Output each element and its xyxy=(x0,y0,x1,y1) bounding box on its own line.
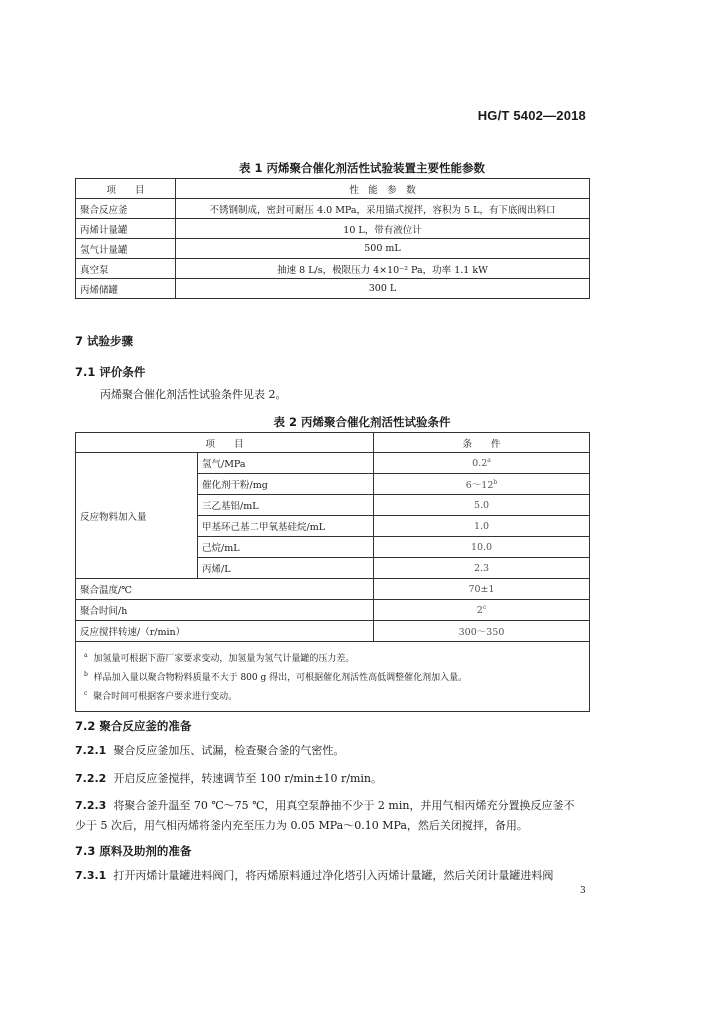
table2-note: $^c$ 聚合时间可根据客户要求进行变动。 xyxy=(84,690,238,702)
table2-value: 6～12$^b$ xyxy=(374,474,590,495)
table2-note: $^b$ 样品加入量以聚合物粉料质量不大于 800 g 得出，可根据催化剂活性高低调整催化剂加入量。 xyxy=(84,671,468,683)
table1-caption: 表 1 丙烯聚合催化剂活性试验装置主要性能参数 xyxy=(238,161,485,175)
clause-7-2-3-cont: 少于 5 次后，用气相丙烯将釜内充至压力为 0.05 MPa～0.10 MPa，然后关闭搅拌，备用。 xyxy=(75,819,528,832)
table2-group-label: 反应物料加入量 xyxy=(76,453,198,579)
clause-7-2-1: 7.2.1 聚合反应釜加压、试漏，检查聚合釜的气密性。 xyxy=(75,744,345,757)
table2-value: 300～350 xyxy=(374,621,590,642)
table1 xyxy=(75,178,590,299)
table2-cell: 丙烯/L xyxy=(198,558,374,579)
table2-notes xyxy=(76,642,590,712)
clause-7-2-3: 7.2.3 将聚合釜升温至 70 ℃～75 ℃，用真空泵静抽不少于 2 min，并用气相丙烯充分置换反应釜不 xyxy=(75,799,575,812)
page-number: 3 xyxy=(580,886,586,896)
table2-value: 1.0 xyxy=(374,516,590,537)
table2-note: $^a$ 加氢量可根据下游厂家要求变动，加氢量为氢气计量罐的压力差。 xyxy=(84,652,355,664)
table2-cell: 聚合温度/℃ xyxy=(76,579,374,600)
table1-cell: 抽速 8 L/s，极限压力 4×10⁻² Pa，功率 1.1 kW xyxy=(176,259,590,279)
table2-head-item: 项 目 xyxy=(76,433,374,453)
table2-cell: 聚合时间/h xyxy=(76,600,374,621)
table2-value: 10.0 xyxy=(374,537,590,558)
table1-cell: 真空泵 xyxy=(76,259,176,279)
table2-value: 2$^c$ xyxy=(374,600,590,621)
table2-value: 5.0 xyxy=(374,495,590,516)
table1-cell: 300 L xyxy=(176,279,590,299)
section-7-1-text: 丙烯聚合催化剂活性试验条件见表 2。 xyxy=(100,388,287,401)
standard-number: HG/T 5402—2018 xyxy=(477,108,586,123)
table1-cell: 丙烯计量罐 xyxy=(76,219,176,239)
table1-cell: 500 mL xyxy=(176,239,590,259)
table2-cell: 催化剂干粉/mg xyxy=(198,474,374,495)
table1-cell: 不锈钢制成，密封可耐压 4.0 MPa，采用锚式搅拌，容积为 5 L，有下底阀出料口 xyxy=(176,199,590,219)
table1-cell: 丙烯储罐 xyxy=(76,279,176,299)
table2-cell: 三乙基铝/mL xyxy=(198,495,374,516)
table1-head-param: 性 能 参 数 xyxy=(176,179,590,199)
section-7-2-heading: 7.2 聚合反应釜的准备 xyxy=(75,719,192,733)
table1-cell: 聚合反应釜 xyxy=(76,199,176,219)
clause-7-2-2: 7.2.2 开启反应釜搅拌，转速调节至 100 r/min±10 r/min。 xyxy=(75,772,383,785)
table2-cell: 氢气/MPa xyxy=(198,453,374,474)
table2-value: 2.3 xyxy=(374,558,590,579)
table2-cell: 己烷/mL xyxy=(198,537,374,558)
table2-value: 0.2$^a$ xyxy=(374,453,590,474)
table2-cell: 甲基环己基二甲氧基硅烷/mL xyxy=(198,516,374,537)
section-7-heading: 7 试验步骤 xyxy=(75,334,134,348)
section-7-3-heading: 7.3 原料及助剂的准备 xyxy=(75,844,192,858)
section-7-1-heading: 7.1 评价条件 xyxy=(75,365,146,379)
table1-head-item: 项 目 xyxy=(76,179,176,199)
table2-value: 70±1 xyxy=(374,579,590,600)
table2 xyxy=(75,432,590,712)
table1-cell: 10 L，带有液位计 xyxy=(176,219,590,239)
table2-cell: 反应搅拌转速/（r/min） xyxy=(76,621,374,642)
table2-caption: 表 2 丙烯聚合催化剂活性试验条件 xyxy=(273,415,451,429)
table2-head-condition: 条 件 xyxy=(374,433,590,453)
clause-7-3-1: 7.3.1 打开丙烯计量罐进料阀门，将丙烯原料通过净化塔引入丙烯计量罐，然后关闭计量罐进料阀 xyxy=(75,869,554,882)
table1-cell: 氢气计量罐 xyxy=(76,239,176,259)
